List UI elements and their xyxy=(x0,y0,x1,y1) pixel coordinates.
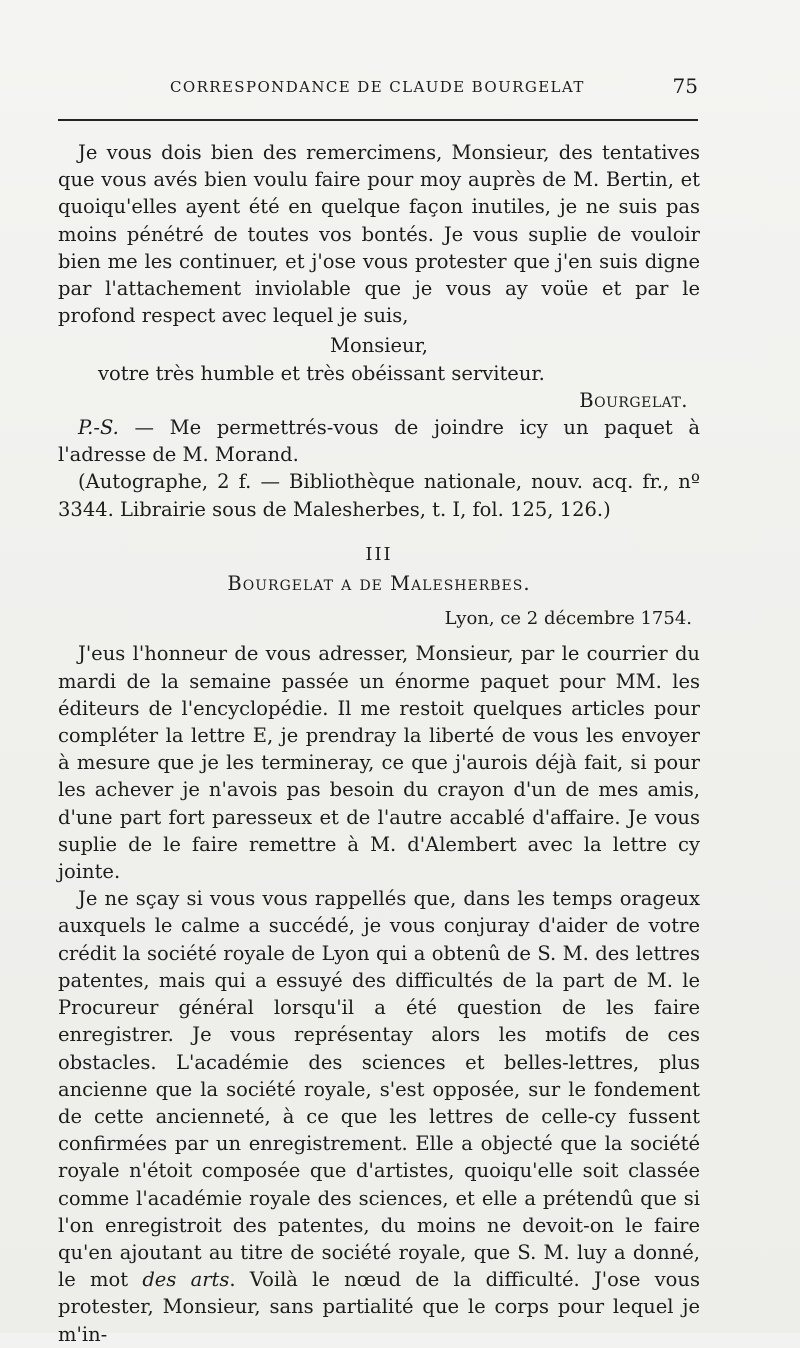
letter-1-signature: Bourgelat. xyxy=(579,388,688,412)
letter-1-source-note: (Autographe, 2 f. — Bibliothèque nationale, nouv. acq. fr., nº 3344. Librairie sous de Malesherbes, t. I, fol. 125, 126.) xyxy=(58,470,700,521)
letter-2-dateline: Lyon, ce 2 décembre 1754. xyxy=(444,608,692,630)
paragraph-2-text-a: Je ne sçay si vous vous rappellés que, dans les temps orageux auxquels le calme a succédé, je vous conjuray d'aider de votre crédit la société royale de Lyon qui a obtenû de S. M. des lettres patentes, mais qui a essuyé des difficultés de la part de M. le Procureur général lorsqu'il a été question de les faire enregistrer. Je vous représentay alors les motifs de ces obstacles. L'académie des sciences et belles-lettres, plus ancienne que la société royale, s'est opposée, sur le fondement de cette ancienneté, à ce que les lettres de celle-cy fussent confirmées par un enregistrement. Elle a objecté que la société royale n'étoit composée que d'artistes, quoiqu'elle soit classée comme l'académie royale des sciences, et elle a prétendû que si l'on enregistroit des patentes, du moins ne devoit-on le faire qu'en ajoutant au titre de société royale, que S. M. luy a donné, le mot xyxy=(58,887,700,1292)
postscript-text: — Me permettrés-vous de joindre icy un paquet à l'adresse de M. Morand. xyxy=(58,416,700,467)
paragraph-2-text-b: . Voilà le nœud de la difficulté. J'ose vous protester, Monsieur, sans partialité que le corps pour lequel je m'in- xyxy=(58,1268,700,1346)
letter-2-heading: Bourgelat a de Malesherbes. xyxy=(227,572,531,596)
letter-2-paragraph-2 xyxy=(58,885,700,1347)
page-body xyxy=(58,139,700,1348)
letter-1-postscript xyxy=(58,414,700,468)
postscript-label: P.-S. xyxy=(78,416,119,440)
header-rule xyxy=(58,119,698,121)
letter-1-closing-formula: votre très humble et très obéissant serviteur. xyxy=(98,361,545,385)
letter-2-numeral: III xyxy=(365,543,393,565)
letter-1-salutation: Monsieur, xyxy=(330,334,428,358)
letter-2-paragraph-1: J'eus l'honneur de vous adresser, Monsieur, par le courrier du mardi de la semaine passée un énorme paquet pour MM. les éditeurs de l'encyclopédie. Il me restoit quelques articles pour compléter la lettre E, je prendray la liberté de vous les envoyer à mesure que je les termineray, ce que j'aurois déjà fait, si pour les achever je n'avois pas besoin du crayon d'un de mes amis, d'une part fort paresseux et de l'autre accablé d'affaire. Je vous suplie de le faire remettre à M. d'Alembert avec la lettre cy jointe. xyxy=(58,642,700,884)
letter-1-paragraph: Je vous dois bien des remercimens, Monsieur, des tentatives que vous avés bien voulu faire pour moy auprès de M. Bertin, et quoiqu'elles ayent été en quelque façon inutiles, je ne suis pas moins pénétré de toutes vos bontés. Je vous suplie de vouloir bien me les continuer, et j'ose vous protester que j'en suis digne par l'attachement inviolable que je vous ay voüe et par le profond respect avec lequel je suis, xyxy=(58,141,700,328)
page-number: 75 xyxy=(672,74,698,98)
running-title: CORRESPONDANCE DE CLAUDE BOURGELAT xyxy=(170,78,585,96)
page-header xyxy=(58,74,698,104)
paragraph-2-italic-term: des arts xyxy=(142,1268,230,1292)
